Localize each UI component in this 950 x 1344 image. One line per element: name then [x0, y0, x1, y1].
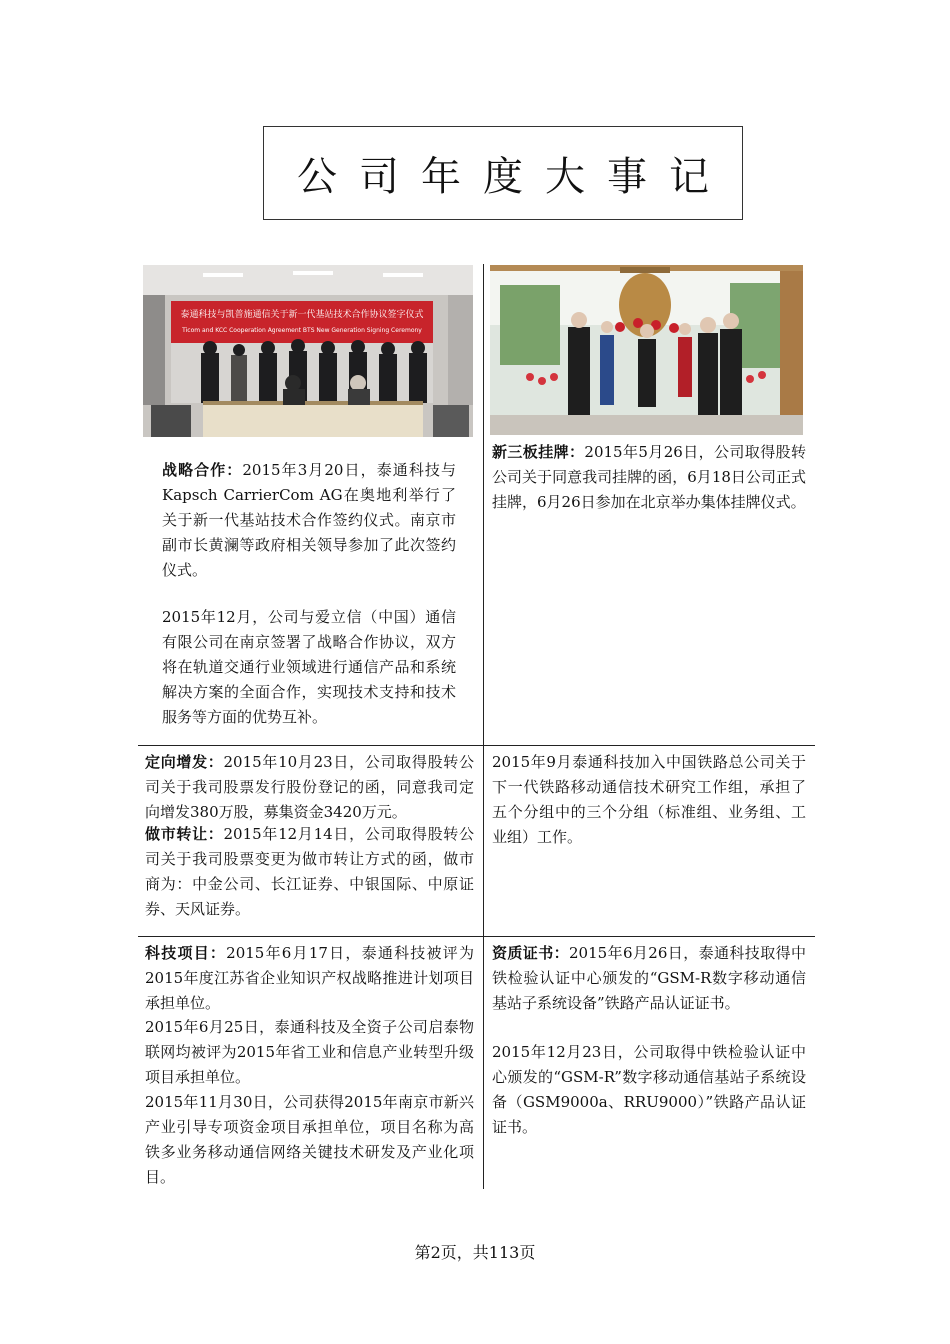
- strategic-cooperation-text: 2015年3月20日，泰通科技与Kapsch CarrierCom AG在奥地利举行了关于新一代基站技术合作签约仪式。南京市副市长黄澜等政府相关领导参加了此次签约仪式。: [162, 461, 456, 579]
- market-making-text: 2015年12月14日，公司取得股转公司关于我司股票变更为做市转让方式的函，做市商为：中金公司、长江证券、中银国际、中原证券、天风证券。: [145, 825, 474, 918]
- ericsson-cooperation-paragraph: [162, 605, 456, 730]
- tech-project-text-2: 2015年6月25日，泰通科技及全资子公司启泰物联网均被评为2015年省工业和信息产业转型升级项目承担单位。: [145, 1018, 474, 1086]
- row-divider-1: [138, 745, 815, 746]
- signing-ceremony-illustration: [143, 265, 473, 437]
- row-divider-2: [138, 936, 815, 937]
- certificate-text-2: 2015年12月23日，公司取得中铁检验认证中心颁发的“GSM-R”数字移动通信基站子系统设备（GSM9000a、RRU9000）”铁路产品认证证书。: [492, 1043, 806, 1136]
- ericsson-cooperation-text: 2015年12月，公司与爱立信（中国）通信有限公司在南京签署了战略合作协议，双方将在轨道交通行业领域进行通信产品和系统解决方案的全面合作，实现技术支持和技术服务等方面的优势互补。: [162, 608, 456, 726]
- signing-ceremony-photo: [143, 265, 473, 437]
- strategic-cooperation-paragraph: [162, 458, 456, 583]
- strategic-cooperation-label: 战略合作：: [162, 461, 243, 479]
- column-divider: [483, 264, 484, 1189]
- neeq-listing-paragraph: [492, 440, 806, 515]
- tech-project-paragraph-3: [145, 1090, 474, 1190]
- certificate-paragraph-2: [492, 1040, 806, 1140]
- railway-workgroup-text: 2015年9月泰通科技加入中国铁路总公司关于下一代铁路移动通信技术研究工作组，承担了五个分组中的三个分组（标准组、业务组、工业组）工作。: [492, 753, 806, 846]
- tech-project-paragraph-1: [145, 941, 474, 1016]
- listing-ceremony-photo: [490, 265, 803, 435]
- title-box: [263, 126, 743, 220]
- tech-project-label: 科技项目：: [145, 944, 227, 962]
- certificate-text-1: 2015年6月26日，泰通科技取得中铁检验认证中心颁发的“GSM-R数字移动通信基站子系统设备”铁路产品认证证书。: [492, 944, 806, 1012]
- market-making-paragraph: [145, 822, 474, 922]
- banner-english: Ticom and KCC Cooperation Agreement BTS New Generation Signing Ceremony: [182, 327, 422, 334]
- private-placement-label: 定向增发：: [145, 753, 224, 771]
- neeq-listing-text: 2015年5月26日，公司取得股转公司关于同意我司挂牌的函，6月18日公司正式挂牌，6月26日参加在北京举办集体挂牌仪式。: [492, 443, 806, 511]
- tech-project-text-3: 2015年11月30日，公司获得2015年南京市新兴产业引导专项资金项目承担单位，项目名称为高铁多业务移动通信网络关键技术研发及产业化项目。: [145, 1093, 474, 1186]
- page-footer: 第2页，共113页: [414, 1243, 536, 1262]
- certificate-label: 资质证书：: [492, 944, 569, 962]
- neeq-listing-label: 新三板挂牌：: [492, 443, 585, 461]
- banner-chinese: 泰通科技与凯普施通信关于新一代基站技术合作协议签字仪式: [180, 310, 424, 320]
- page-title: 公司年度大事记: [297, 153, 731, 200]
- tech-project-text-1: 2015年6月17日，泰通科技被评为2015年度江苏省企业知识产权战略推进计划项目承担单位。: [145, 944, 474, 1012]
- market-making-label: 做市转让：: [145, 825, 224, 843]
- private-placement-paragraph: [145, 750, 474, 825]
- listing-ceremony-illustration: [490, 265, 803, 435]
- railway-workgroup-paragraph: [492, 750, 806, 850]
- certificate-paragraph-1: [492, 941, 806, 1016]
- tech-project-paragraph-2: [145, 1015, 474, 1090]
- private-placement-text: 2015年10月23日，公司取得股转公司关于我司股票发行股份登记的函，同意我司定向增发380万股，募集资金3420万元。: [145, 753, 474, 821]
